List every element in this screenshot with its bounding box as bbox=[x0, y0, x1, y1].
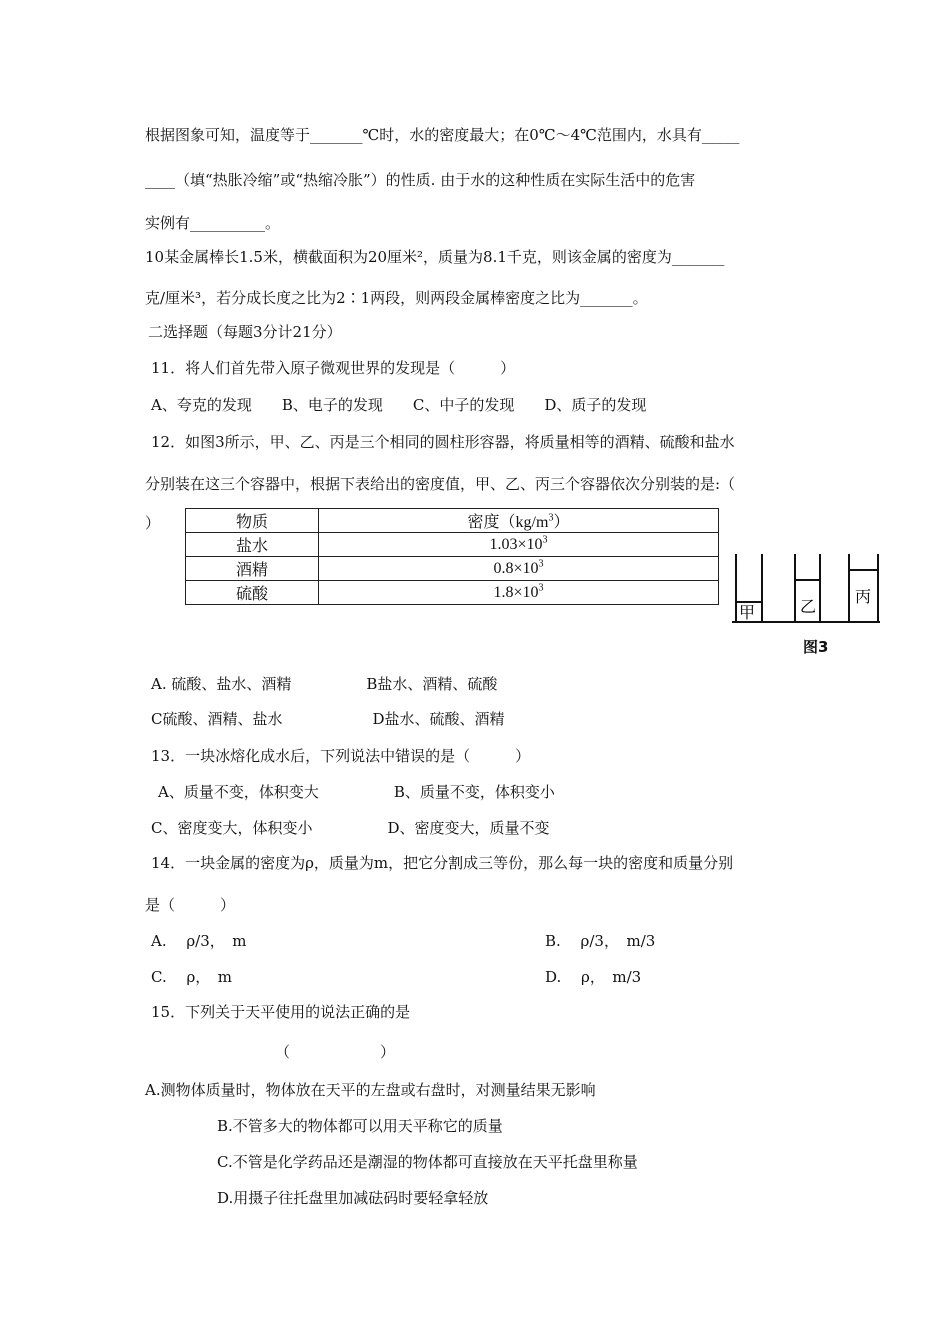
question-text-line: 15．下列关于天平使用的说法正确的是 bbox=[151, 1003, 411, 1021]
answer-option: B.不管多大的物体都可以用天平称它的质量 bbox=[217, 1117, 503, 1135]
question-text-line: （ ） bbox=[275, 1043, 396, 1061]
density-table bbox=[185, 508, 719, 605]
answer-option: A.测物体质量时，物体放在天平的左盘或右盘时，对测量结果无影响 bbox=[145, 1081, 596, 1099]
question-text-line: 13．一块冰熔化成水后，下列说法中错误的是（ ） bbox=[151, 747, 531, 765]
question-text-line: 分别装在这三个容器中，根据下表给出的密度值，甲、乙、丙三个容器依次分别装的是:（ bbox=[145, 475, 736, 493]
answer-option: C.不管是化学药品还是潮湿的物体都可直接放在天平托盘里称量 bbox=[217, 1153, 638, 1171]
table-cell: 硫酸 bbox=[186, 581, 319, 605]
question-text-line: 14．一块金属的密度为ρ，质量为m，把它分割成三等份，那么每一块的密度和质量分别 bbox=[151, 854, 734, 872]
table-row bbox=[186, 581, 719, 605]
answer-options: A、夸克的发现 B、电子的发现 C、中子的发现 D、质子的发现 bbox=[151, 396, 647, 414]
table-cell: 酒精 bbox=[186, 557, 319, 581]
table-header-cell: 物质 bbox=[186, 509, 319, 533]
question-text-line: 11．将人们首先带入原子微观世界的发现是（ ） bbox=[151, 359, 516, 377]
answer-options: C、密度变大，体积变小 D、密度变大，质量不变 bbox=[151, 819, 550, 837]
container-label-bing: 丙 bbox=[855, 587, 872, 606]
question-text-line: 10某金属棒长1.5米，横截面积为20厘米²，质量为8.1千克，则该金属的密度为_______ bbox=[145, 248, 725, 266]
answer-option: A. ρ/3， m bbox=[151, 932, 247, 950]
table-row bbox=[186, 533, 719, 557]
table-cell: $1.8\times 10^3$ bbox=[319, 581, 719, 605]
answer-options: C硫酸、酒精、盐水 D盐水、硫酸、酒精 bbox=[151, 710, 505, 728]
answer-option: B. ρ/3， m/3 bbox=[545, 932, 656, 950]
answer-option: D.用摄子往托盘里加减砝码时要轻拿轻放 bbox=[217, 1189, 489, 1207]
table-cell: 盐水 bbox=[186, 533, 319, 557]
question-text-line: 根据图象可知，温度等于_______℃时，水的密度最大；在0℃～4℃范围内，水具有_____ bbox=[145, 126, 740, 144]
question-text-line: ____（填“热胀冷缩”或“热缩冷胀”）的性质. 由于水的这种性质在实际生活中的危害 bbox=[145, 171, 696, 189]
table-cell: $0.8\times 10^3$ bbox=[319, 557, 719, 581]
question-text-line: ） bbox=[145, 514, 161, 532]
table-header-row bbox=[186, 509, 719, 533]
container-label-yi: 乙 bbox=[800, 597, 817, 616]
answer-options: A、质量不变，体积变大 B、质量不变，体积变小 bbox=[158, 783, 555, 801]
table-header-cell: 密度$(kg/m^3)$ bbox=[319, 509, 719, 533]
section-heading: 二选择题（每题3分计21分） bbox=[148, 323, 342, 341]
table-cell: $1.03\times 10^3$ bbox=[319, 533, 719, 557]
question-text-line: 实例有__________。 bbox=[145, 214, 281, 232]
figure-caption: 图3 bbox=[803, 638, 829, 656]
answer-options: A. 硫酸、盐水、酒精 B盐水、酒精、硫酸 bbox=[151, 675, 498, 693]
table-row bbox=[186, 557, 719, 581]
question-text-line: 克/厘米³，若分成长度之比为2∶1两段，则两段金属棒密度之比为_______。 bbox=[145, 289, 648, 307]
answer-option: D. ρ， m/3 bbox=[545, 968, 642, 986]
question-text-line: 12．如图3所示，甲、乙、丙是三个相同的圆柱形容器，将质量相等的酒精、硫酸和盐水 bbox=[151, 433, 735, 451]
question-text-line: 是（ ） bbox=[145, 896, 236, 914]
container-label-jia: 甲 bbox=[739, 603, 756, 622]
answer-option: C. ρ， m bbox=[151, 968, 233, 986]
